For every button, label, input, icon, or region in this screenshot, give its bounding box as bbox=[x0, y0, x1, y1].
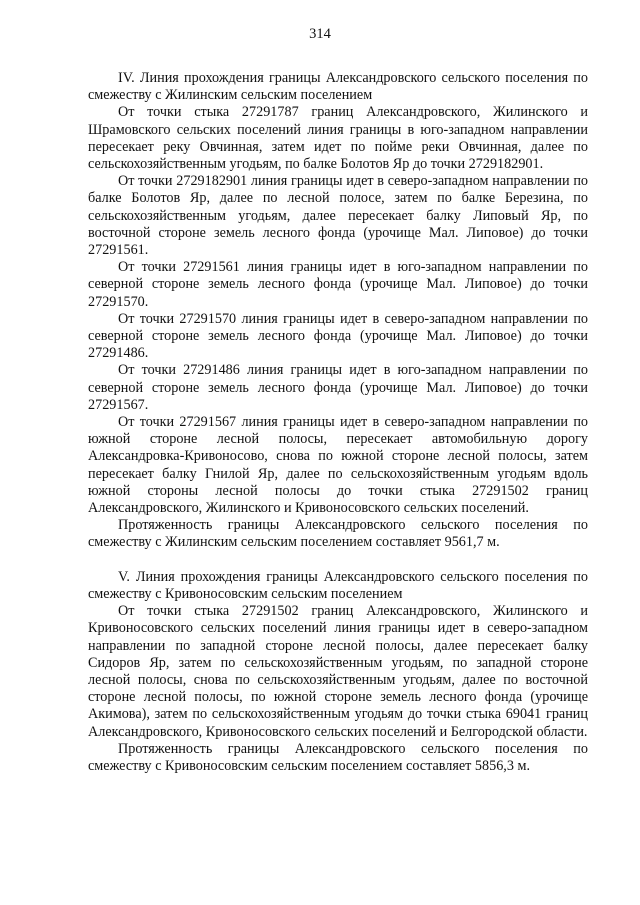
paragraph: От точки стыка 27291502 границ Александровского, Жилинского и Кривоносовского сельских поселений линия границы идет в северо-западном направлении по западной стороне лесной полосы, далее пересекает балку Сидоров Яр, затем по сельскохозяйственным угодьям, по западной стороне лесной полосы, снова по сельскохозяйственным угодьям, далее по восточной стороне лесной полосы, по южной стороне земель лесного фонда (урочище Акимова), затем по сельскохозяйственным угодьям до точки стыка 69041 границ Александровского, Кривоносовского сельских поселений и Белгородской области. bbox=[88, 603, 588, 740]
length-summary: Протяженность границы Александровского сельского поселения по смежеству с Жилинским сельским поселением составляет 9561,7 м. bbox=[88, 517, 588, 551]
paragraph: От точки 27291486 линия границы идет в юго-западном направлении по северной стороне земель лесного фонда (урочище Мал. Липовое) до точки 27291567. bbox=[88, 362, 588, 413]
paragraph: От точки 27291561 линия границы идет в юго-западном направлении по северной стороне земель лесного фонда (урочище Мал. Липовое) до точки 27291570. bbox=[88, 259, 588, 310]
section-iv bbox=[88, 70, 588, 552]
paragraph: От точки 27291567 линия границы идет в северо-западном направлении по южной стороне лесной полосы, пересекает автомобильную дорогу Александровка-Кривоносово, снова по южной стороне лесной полосы, затем пересекает балку Гнилой Яр, далее по сельскохозяйственным угодьям вдоль южной стороны лесной полосы до точки стыка 27291502 границ Александровского, Жилинского и Кривоносовского сельских поселений. bbox=[88, 414, 588, 517]
paragraph: От точки стыка 27291787 границ Александровского, Жилинского и Шрамовского сельских поселений линия границы в юго-западном направлении пересекает реку Овчинная, затем идет по пойме реки Овчинная, далее по сельскохозяйственным угодьям, по балке Болотов Яр до точки 2729182901. bbox=[88, 104, 588, 173]
document-body bbox=[88, 70, 588, 775]
section-title: IV. Линия прохождения границы Александровского сельского поселения по смежеству с Жилинским сельским поселением bbox=[88, 70, 588, 104]
length-summary: Протяженность границы Александровского сельского поселения по смежеству с Кривоносовским сельским поселением составляет 5856,3 м. bbox=[88, 740, 588, 774]
page-number: 314 bbox=[309, 26, 331, 42]
section-spacer bbox=[88, 552, 588, 569]
paragraph: От точки 27291570 линия границы идет в северо-западном направлении по северной стороне земель лесного фонда (урочище Мал. Липовое) до точки 27291486. bbox=[88, 310, 588, 362]
paragraph: От точки 2729182901 линия границы идет в северо-западном направлении по балке Болотов Яр, далее по лесной полосе, затем по балке Березина, по сельскохозяйственным угодьям, далее пересекает балку Липовый Яр, по восточной стороне земель лесного фонда (урочище Мал. Липовое) до точки 27291561. bbox=[88, 173, 588, 259]
section-title: V. Линия прохождения границы Александровского сельского поселения по смежеству с Кривоносовским сельским поселением bbox=[88, 568, 588, 602]
section-v bbox=[88, 569, 588, 775]
